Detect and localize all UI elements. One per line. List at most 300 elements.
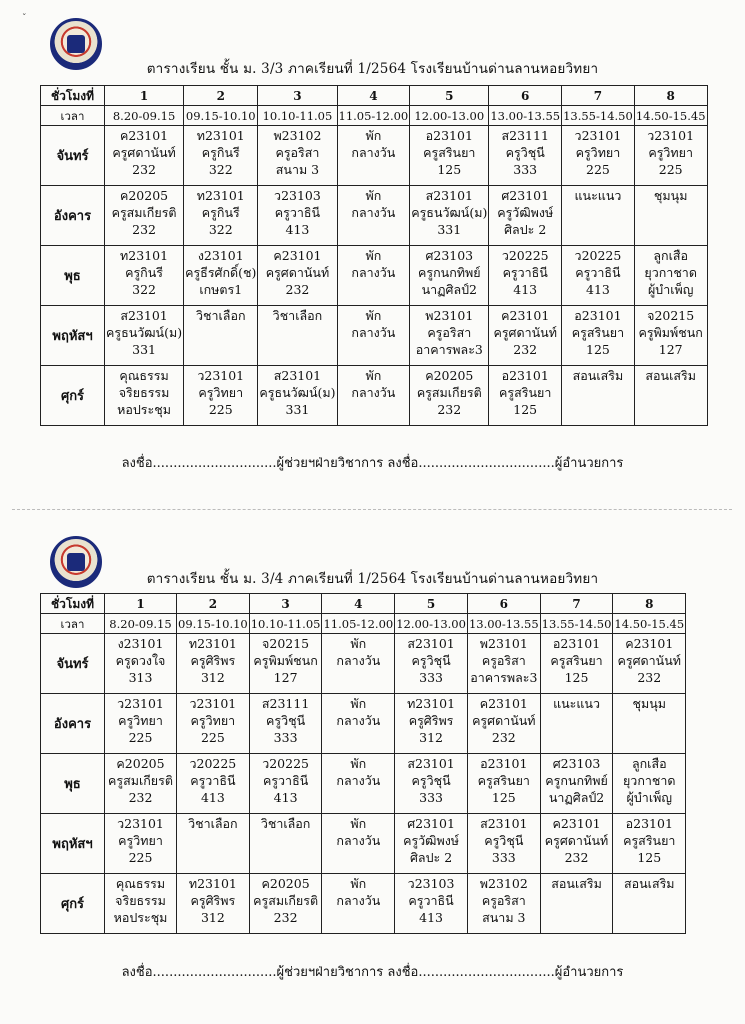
subject-code: คุณธรรม: [119, 368, 169, 383]
teacher-name: ครูศดานันท์: [493, 325, 557, 340]
schedule-title: ตารางเรียน ชั้น ม. 3/4 ภาคเรียนที่ 1/2564 โรงเรียนบ้านด่านลานหอยวิทยา: [146, 571, 599, 587]
time-slot: 12.00-13.00: [395, 614, 468, 634]
teacher-name: ครูวิชุนี: [484, 833, 524, 848]
schedule-cell: [613, 754, 686, 814]
teacher-name: ครูศิริพร: [408, 713, 454, 728]
room: 225: [128, 730, 153, 745]
teacher-name: ครูกนกทิพย์: [545, 773, 608, 788]
day-label: อังคาร: [41, 186, 105, 246]
subject-code: ว20225: [262, 756, 309, 771]
subject-code: ว23101: [117, 696, 164, 711]
schedule-cell: [105, 694, 177, 754]
subject-code: ว23101: [197, 368, 245, 383]
teacher-name: ครูวาธินี: [408, 893, 454, 908]
subject-code: สอนเสริม: [551, 876, 602, 891]
subject-code: วิชาเลือก: [272, 308, 323, 323]
teacher-name: ครูกินรี: [201, 145, 240, 160]
day-label: พฤหัสฯ: [41, 306, 105, 366]
schedule-cell: [322, 634, 395, 694]
room: 225: [200, 730, 225, 745]
teacher-name: กลางวัน: [351, 145, 396, 160]
time-slot: 09.15-10.10: [184, 106, 258, 126]
subject-code: พัก: [365, 308, 382, 323]
room: 331: [132, 342, 156, 357]
schedule-cell: [410, 306, 489, 366]
schedule-cell: [177, 634, 250, 694]
time-slot: 11.05-12.00: [337, 106, 410, 126]
period-header: 6: [467, 594, 540, 614]
time-slot: 14.50-15.45: [613, 614, 686, 634]
teacher-name: ครูวัฒิพงษ์: [497, 205, 554, 220]
schedule-cell: [337, 126, 410, 186]
day-label: ศุกร์: [41, 874, 105, 934]
subject-code: สอนเสริม: [572, 368, 624, 383]
subject-code: ชุมนุม: [653, 188, 688, 203]
subject-code: ส23101: [407, 636, 455, 651]
time-slot: 12.00-13.00: [410, 106, 489, 126]
room: 413: [586, 282, 610, 297]
teacher-name: ครูพิมพ์ชนก: [638, 325, 703, 340]
time-slot: 11.05-12.00: [322, 614, 395, 634]
room: 333: [419, 670, 443, 685]
teacher-name: ครูวิทยา: [648, 145, 694, 160]
teacher-name: ครูศดานันท์: [112, 145, 176, 160]
room: 331: [437, 222, 462, 237]
teacher-name: กลางวัน: [336, 773, 381, 788]
teacher-name: กลางวัน: [336, 893, 381, 908]
schedule-cell: [105, 246, 184, 306]
subject-code: ส23101: [480, 816, 528, 831]
schedule-cell: [489, 246, 562, 306]
room: 225: [586, 162, 610, 177]
time-slot: 13.00-13.55: [489, 106, 562, 126]
schedule-cell: [105, 126, 184, 186]
room: 312: [200, 910, 225, 925]
teacher-name: ครูอริสา: [481, 653, 526, 668]
room: 413: [200, 790, 225, 805]
subject-code: ท23101: [188, 876, 237, 891]
day-label: จันทร์: [41, 126, 105, 186]
subject-code: อ23101: [480, 756, 528, 771]
schedule-cell: [337, 366, 410, 426]
room: 333: [513, 162, 538, 177]
day-label: จันทร์: [41, 634, 105, 694]
room: หอประชุม: [117, 402, 171, 417]
time-slot: 13.00-13.55: [467, 614, 540, 634]
schedule-cell: [562, 246, 635, 306]
period-header: 5: [410, 86, 489, 106]
subject-code: ว23101: [647, 128, 695, 143]
room: 322: [208, 162, 233, 177]
signature-line: ลงชื่อ..............................ผู้ช่วยฯฝ่ายวิชาการ ลงชื่อ.................................ผู้อำนวยการ: [121, 456, 624, 471]
schedule-cell: [562, 306, 635, 366]
room: 127: [658, 342, 683, 357]
teacher-name: ครูกินรี: [125, 265, 163, 280]
teacher-name: ครูสมเกียรติ: [416, 385, 482, 400]
schedule-cell: [322, 814, 395, 874]
schedule-cell: [105, 814, 177, 874]
schedule-cell: [634, 186, 707, 246]
subject-code: ว23101: [189, 696, 237, 711]
time-slot: 8.20-09.15: [105, 614, 177, 634]
room: สนาม 3: [275, 162, 320, 177]
room: นาฏศิลป์2: [548, 790, 605, 805]
room: 225: [208, 402, 233, 417]
subject-code: ศ23101: [501, 188, 550, 203]
teacher-name: ครูสมเกียรติ: [108, 773, 173, 788]
teacher-name: ครูกนกทิพย์: [418, 265, 481, 280]
teacher-name: ครูสรินยา: [571, 325, 625, 340]
room: ศิลปะ 2: [409, 850, 453, 865]
period-header: 5: [395, 594, 468, 614]
schedule-cell: [105, 874, 177, 934]
schedule-cell: [634, 246, 707, 306]
period-header: 2: [184, 86, 258, 106]
schedule-cell: [467, 694, 540, 754]
subject-code: วิชาเลือก: [195, 308, 246, 323]
room: 127: [273, 670, 298, 685]
schedule-cell: [540, 634, 613, 694]
teacher-name: ครูอริสา: [427, 325, 472, 340]
period-header-label: ชั่วโมงที่: [41, 594, 105, 614]
room: 232: [273, 910, 298, 925]
subject-code: ว23103: [274, 188, 321, 203]
schedule-cell: [258, 126, 337, 186]
room: 232: [437, 402, 462, 417]
room: 232: [637, 670, 662, 685]
room: 232: [128, 790, 153, 805]
teacher-name: ครูศดานันท์: [472, 713, 536, 728]
schedule-cell: [410, 126, 489, 186]
schedule-cell: [467, 634, 540, 694]
room: 232: [564, 850, 589, 865]
page-divider: [12, 509, 732, 510]
day-label: ศุกร์: [41, 366, 105, 426]
subject-code: ส23101: [425, 188, 473, 203]
subject-code: คุณธรรม: [115, 876, 166, 891]
subject-code: ค20205: [119, 188, 169, 203]
subject-code: ค23101: [501, 308, 550, 323]
room: 313: [128, 670, 153, 685]
teacher-name: ยุวกาชาด: [622, 773, 676, 788]
room: 333: [273, 730, 298, 745]
schedule-cell: [337, 246, 410, 306]
teacher-name: ยุวกาชาด: [644, 265, 697, 280]
subject-code: พัก: [365, 248, 382, 263]
room: นาฏศิลป์2: [421, 282, 478, 297]
room: 232: [491, 730, 516, 745]
subject-code: ว23101: [117, 816, 164, 831]
teacher-name: ครูสมเกียรติ: [111, 205, 177, 220]
subject-code: ค23101: [552, 816, 601, 831]
schedule-cell: [613, 874, 686, 934]
schedule-cell: [184, 246, 258, 306]
teacher-name: ครูวิทยา: [190, 713, 236, 728]
teacher-name: กลางวัน: [351, 265, 396, 280]
room: 225: [658, 162, 683, 177]
teacher-name: ครูศดานันท์: [617, 653, 682, 668]
teacher-name: ครูสรินยา: [499, 385, 552, 400]
subject-code: จ20215: [262, 636, 310, 651]
teacher-name: ครูวาธินี: [575, 265, 621, 280]
day-label: อังคาร: [41, 694, 105, 754]
subject-code: พัก: [365, 188, 382, 203]
day-label: พุธ: [41, 246, 105, 306]
subject-code: สอนเสริม: [645, 368, 696, 383]
room: 331: [285, 402, 310, 417]
schedule-cell: [249, 694, 322, 754]
room: 413: [273, 790, 298, 805]
schedule-cell: [613, 634, 686, 694]
room: ผู้บำเพ็ญ: [626, 790, 672, 805]
subject-code: จ20215: [647, 308, 695, 323]
subject-code: ค23101: [479, 696, 528, 711]
schedule-cell: [562, 366, 635, 426]
teacher-name: ครูวาธินี: [274, 205, 321, 220]
teacher-name: กลางวัน: [351, 325, 396, 340]
schedule-cell: [489, 366, 562, 426]
schedule-cell: [322, 694, 395, 754]
subject-code: ศ23103: [425, 248, 474, 263]
time-slot: 13.55-14.50: [540, 614, 613, 634]
teacher-name: ครูสรินยา: [623, 833, 676, 848]
schedule-cell: [540, 874, 613, 934]
schedule-cell: [613, 814, 686, 874]
schedule-cell: [467, 814, 540, 874]
schedule-cell: [177, 814, 250, 874]
room: 232: [513, 342, 538, 357]
period-header: 4: [322, 594, 395, 614]
schedule-cell: [184, 186, 258, 246]
day-label: พฤหัสฯ: [41, 814, 105, 874]
schedule-cell: [634, 306, 707, 366]
subject-code: อ23101: [425, 128, 473, 143]
teacher-name: ครูธนวัฒน์(ม): [411, 205, 488, 220]
period-header: 7: [562, 86, 635, 106]
teacher-name: จริยธรรม: [115, 893, 166, 908]
teacher-name: ครูวาธินี: [502, 265, 548, 280]
schedule-cell: [540, 814, 613, 874]
teacher-name: กลางวัน: [351, 205, 396, 220]
teacher-name: ครูวิชุนี: [411, 653, 451, 668]
teacher-name: ครูวิทยา: [118, 833, 163, 848]
schedule-cell: [395, 694, 468, 754]
subject-code: ลูกเสือ: [631, 756, 667, 771]
subject-code: ว20225: [501, 248, 549, 263]
schedule-cell: [395, 874, 468, 934]
subject-code: ค23101: [273, 248, 322, 263]
teacher-name: ครูศิริพร: [190, 653, 236, 668]
schedule-cell: [540, 754, 613, 814]
teacher-name: ครูวิทยา: [118, 713, 163, 728]
subject-code: ค23101: [119, 128, 169, 143]
subject-code: ง23101: [197, 248, 244, 263]
teacher-name: ครูศดานันท์: [265, 265, 330, 280]
subject-code: พ23102: [479, 876, 528, 891]
teacher-name: ครูกินรี: [201, 205, 240, 220]
teacher-name: ครูศิริพร: [190, 893, 236, 908]
subject-code: แนะแนว: [574, 188, 622, 203]
subject-code: ท23101: [188, 636, 237, 651]
time-slot: 10.10-11.05: [258, 106, 337, 126]
subject-code: ท23101: [407, 696, 456, 711]
schedule-cell: [249, 874, 322, 934]
time-row-label: เวลา: [41, 106, 105, 126]
teacher-name: ครูสรินยา: [550, 653, 603, 668]
teacher-name: กลางวัน: [336, 833, 381, 848]
room: สนาม 3: [482, 910, 526, 925]
subject-code: วิชาเลือก: [188, 816, 238, 831]
schedule-cell: [249, 634, 322, 694]
teacher-name: กลางวัน: [336, 713, 381, 728]
teacher-name: ครูสรินยา: [477, 773, 530, 788]
schedule-cell: [337, 306, 410, 366]
schedule-cell: [540, 694, 613, 754]
room: 322: [208, 222, 233, 237]
subject-code: ท23101: [196, 188, 245, 203]
schedule-cell: [337, 186, 410, 246]
period-header: 3: [249, 594, 322, 614]
schedule-cell: [258, 366, 337, 426]
teacher-name: กลางวัน: [351, 385, 396, 400]
teacher-name: ครูธีรศักดิ์(ช): [185, 265, 257, 280]
subject-code: ค20205: [116, 756, 165, 771]
period-header: 4: [337, 86, 410, 106]
schedule-cell: [562, 126, 635, 186]
schedule-cell: [634, 126, 707, 186]
time-slot: 14.50-15.45: [634, 106, 707, 126]
teacher-name: ครูอริสา: [481, 893, 526, 908]
period-header: 7: [540, 594, 613, 614]
period-header: 1: [105, 86, 184, 106]
schedule-cell: [410, 186, 489, 246]
room: 333: [491, 850, 516, 865]
schedule-cell: [184, 366, 258, 426]
period-header-label: ชั่วโมงที่: [41, 86, 105, 106]
room: ศิลปะ 2: [504, 222, 547, 237]
room: 125: [437, 162, 462, 177]
subject-code: พัก: [365, 128, 382, 143]
schedule-cell: [322, 874, 395, 934]
subject-code: อ23101: [501, 368, 549, 383]
schedule-cell: [489, 306, 562, 366]
teacher-name: ครูวิทยา: [198, 385, 244, 400]
subject-code: ศ23101: [407, 816, 455, 831]
subject-code: ส23111: [261, 696, 310, 711]
schedule-cell: [562, 186, 635, 246]
period-header: 6: [489, 86, 562, 106]
subject-code: พัก: [350, 756, 367, 771]
teacher-name: ครูวาธินี: [190, 773, 236, 788]
schedule-cell: [184, 306, 258, 366]
teacher-name: ครูศดานันท์: [544, 833, 609, 848]
schedule-cell: [177, 874, 250, 934]
teacher-name: กลางวัน: [336, 653, 381, 668]
schedule-cell: [395, 754, 468, 814]
subject-code: ส23111: [501, 128, 549, 143]
day-label: พุธ: [41, 754, 105, 814]
time-row-label: เวลา: [41, 614, 105, 634]
schedule-cell: [249, 754, 322, 814]
room: 125: [586, 342, 610, 357]
teacher-name: จริยธรรม: [118, 385, 170, 400]
subject-code: ว23103: [407, 876, 455, 891]
subject-code: ส23101: [407, 756, 455, 771]
subject-code: ค20205: [261, 876, 310, 891]
schedule-table: [40, 85, 708, 426]
subject-code: ลูกเสือ: [653, 248, 688, 263]
schedule-cell: [105, 754, 177, 814]
room: 125: [637, 850, 662, 865]
room: 312: [419, 730, 443, 745]
teacher-name: ครูสมเกียรติ: [253, 893, 319, 908]
room: 225: [128, 850, 153, 865]
teacher-name: ครูวัฒิพงษ์: [403, 833, 460, 848]
schedule-cell: [467, 754, 540, 814]
room: 312: [200, 670, 225, 685]
room: ผู้บำเพ็ญ: [647, 282, 694, 297]
schedule-cell: [489, 186, 562, 246]
room: หอประชุม: [113, 910, 168, 925]
subject-code: ส23101: [120, 308, 168, 323]
subject-code: ง23101: [117, 636, 164, 651]
period-header: 1: [105, 594, 177, 614]
period-header: 3: [258, 86, 337, 106]
subject-code: พัก: [350, 636, 367, 651]
schedule-cell: [105, 366, 184, 426]
teacher-name: ครูสรินยา: [423, 145, 476, 160]
schedule-cell: [395, 634, 468, 694]
room: อาคารพละ3: [470, 670, 538, 685]
subject-code: พ23101: [425, 308, 474, 323]
subject-code: แนะแนว: [553, 696, 600, 711]
subject-code: ศ23103: [552, 756, 601, 771]
subject-code: อ23101: [574, 308, 622, 323]
period-header: 8: [613, 594, 686, 614]
teacher-name: ครูวิชุนี: [411, 773, 451, 788]
subject-code: อ23101: [552, 636, 601, 651]
subject-code: ชุมนุม: [632, 696, 667, 711]
room: 232: [132, 222, 156, 237]
signature-line: ลงชื่อ..............................ผู้ช่วยฯฝ่ายวิชาการ ลงชื่อ.................................ผู้อำนวยการ: [121, 965, 624, 980]
room: 322: [132, 282, 156, 297]
corner-mark: ˇ: [22, 14, 27, 24]
subject-code: พัก: [350, 876, 367, 891]
schedule-cell: [634, 366, 707, 426]
subject-code: ท23101: [196, 128, 245, 143]
schedule-cell: [105, 634, 177, 694]
subject-code: พ23102: [273, 128, 322, 143]
schedule-cell: [613, 694, 686, 754]
time-slot: 13.55-14.50: [562, 106, 635, 126]
subject-code: ส23101: [273, 368, 322, 383]
room: 333: [419, 790, 443, 805]
schedule-cell: [258, 246, 337, 306]
time-slot: 8.20-09.15: [105, 106, 184, 126]
subject-code: ค20205: [425, 368, 474, 383]
room: 125: [564, 670, 589, 685]
teacher-name: ครูธนวัฒน์(ม): [259, 385, 336, 400]
teacher-name: ครูดวงใจ: [115, 653, 166, 668]
room: 232: [285, 282, 310, 297]
subject-code: วิชาเลือก: [260, 816, 311, 831]
teacher-name: ครูอริสา: [275, 145, 320, 160]
schedule-cell: [410, 366, 489, 426]
schedule-cell: [410, 246, 489, 306]
schedule-cell: [395, 814, 468, 874]
subject-code: พัก: [365, 368, 382, 383]
subject-code: ท23101: [120, 248, 169, 263]
